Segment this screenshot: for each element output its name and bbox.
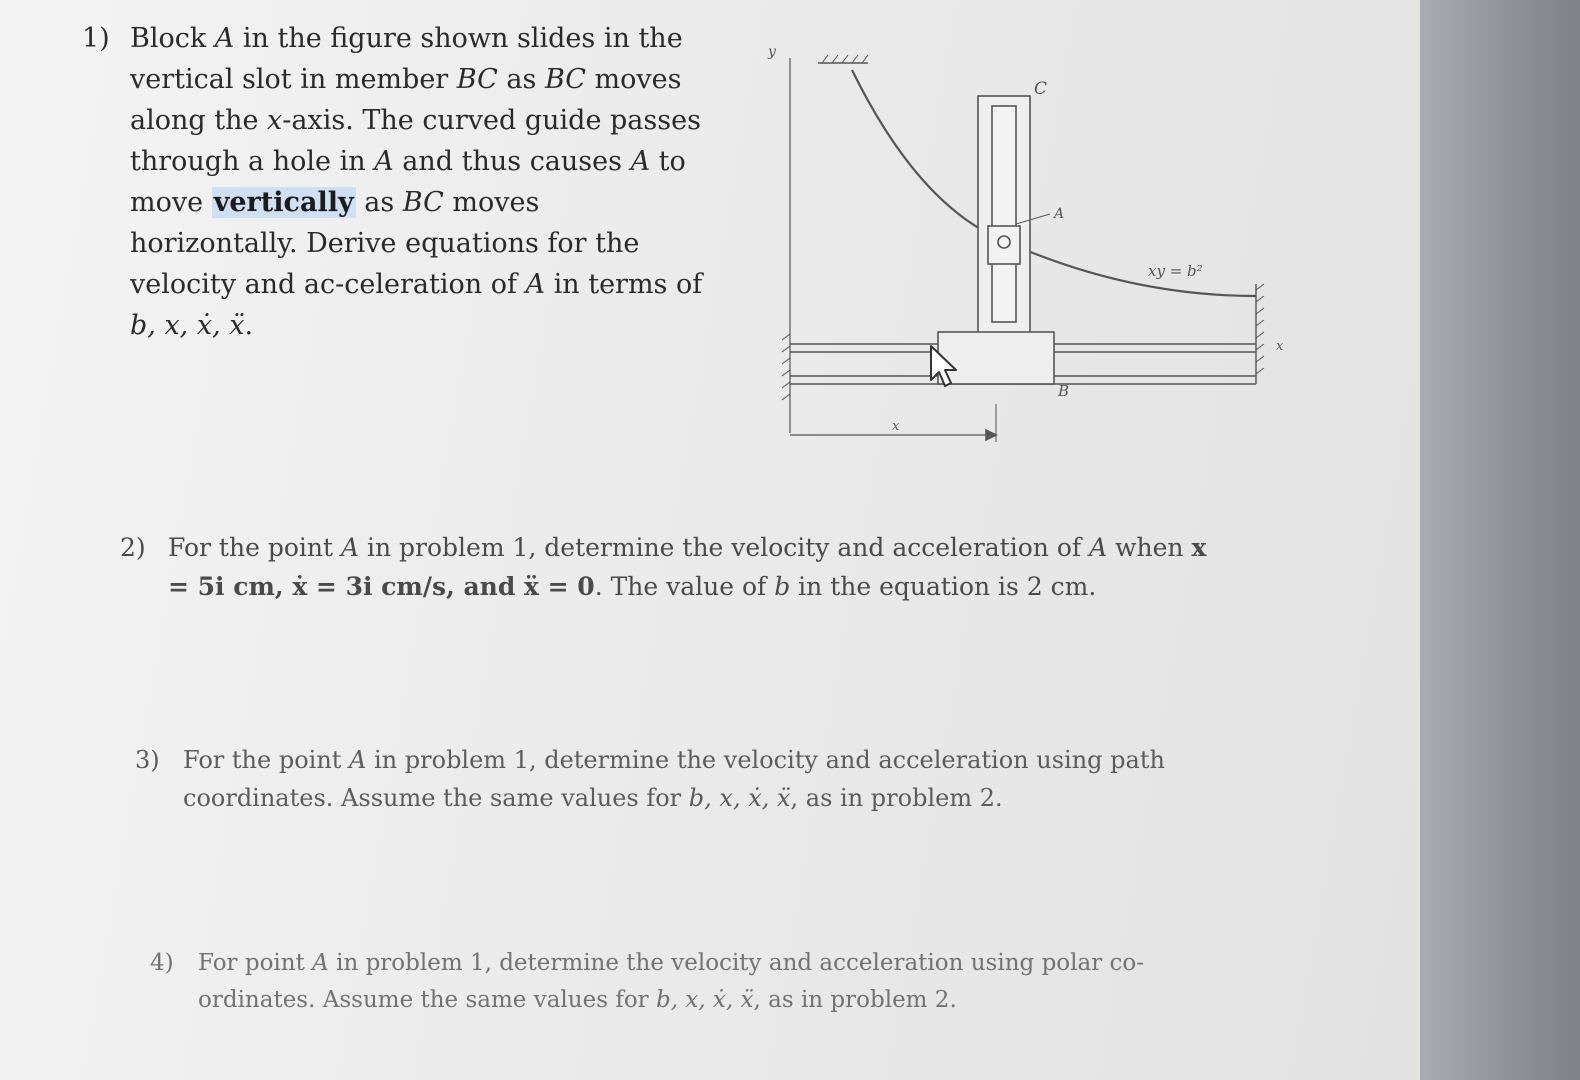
text-run: in problem 1, determine the velocity and acceleration using polar co-ordinates. Assume the same values for: [198, 950, 1145, 1013]
var-x: x: [267, 105, 283, 136]
text-run: in problem 1, determine the velocity and acceleration of: [359, 533, 1090, 562]
problem-4: [150, 945, 1220, 1019]
var-bc: BC: [544, 64, 586, 95]
problem-1-number: 1): [82, 23, 110, 54]
var-bc: BC: [402, 187, 444, 218]
text-run: in terms of: [545, 269, 703, 300]
text-run: moves horizontally. Derive equations for the velocity and ac-celeration of: [130, 187, 640, 300]
label-y: y: [768, 44, 776, 60]
given-conditions: x = 5i cm, ẋ = 3i cm/s, and ẍ = 0: [168, 533, 1207, 601]
text-run: . The value of: [594, 572, 775, 601]
text-run: moves along the: [130, 64, 682, 136]
problem-2-text: [168, 528, 1230, 606]
right-wall-hatch: [1256, 284, 1264, 374]
member-bc-slot: [992, 106, 1016, 322]
var-list: b, x, ẋ, ẍ: [688, 784, 791, 812]
text-run: in the equation is 2 cm.: [790, 572, 1097, 601]
ceiling-hatch: [822, 55, 868, 63]
text-run: For the point: [183, 746, 350, 774]
text-run: to move: [130, 146, 686, 218]
label-x-axis: x: [1276, 339, 1284, 354]
monitor-bezel: [1420, 0, 1580, 1080]
var-a: A: [312, 950, 329, 976]
problem-3: [135, 741, 1225, 817]
text-run: in the figure shown slides in the vertical slot in member: [130, 23, 683, 95]
mechanism-figure: [760, 38, 1300, 448]
label-x-dimension: x: [892, 419, 900, 434]
var-a: A: [374, 146, 394, 177]
problem-4-number: 4): [150, 950, 174, 976]
text-run: .: [244, 310, 254, 341]
label-b: B: [1058, 382, 1070, 400]
problem-1: [82, 18, 722, 346]
var-a: A: [349, 746, 367, 774]
problem-3-number: 3): [135, 746, 160, 774]
curved-guide-upper: [852, 70, 982, 230]
var-b: b: [774, 572, 791, 601]
var-a: A: [1089, 533, 1108, 562]
var-bc: BC: [456, 64, 498, 95]
var-a: A: [214, 23, 235, 54]
problem-4-text: [198, 945, 1220, 1019]
left-wall-hatch: [782, 334, 790, 400]
var-a: A: [340, 533, 360, 562]
text-run: , as in problem 2.: [790, 784, 1003, 812]
problem-2-number: 2): [120, 533, 146, 562]
curved-guide-lower: [1028, 251, 1256, 296]
block-a: [988, 226, 1020, 264]
text-run: Block: [130, 23, 215, 54]
text-run: For the point: [168, 533, 341, 562]
text-run: when: [1107, 533, 1192, 562]
var-list: b, x, ẋ, ẍ: [655, 987, 754, 1013]
label-a: A: [1054, 206, 1065, 222]
text-run: -axis. The curved guide passes through a hole in: [130, 105, 701, 177]
problem-2: [120, 528, 1230, 606]
mouse-pointer-icon: [928, 344, 960, 390]
var-a: A: [525, 269, 546, 300]
var-a: A: [630, 146, 651, 177]
text-run: , as in problem 2.: [753, 987, 957, 1013]
highlighted-word[interactable]: vertically: [213, 187, 354, 218]
text-run: For point: [198, 950, 313, 976]
text-run: in problem 1, determine the velocity and acceleration using path coordinates. Assume the same values for: [183, 746, 1165, 812]
problem-3-text: [183, 741, 1225, 817]
x-dimension-arrowhead: [986, 430, 996, 440]
text-run: as: [497, 64, 545, 95]
text-run: as: [355, 187, 403, 218]
problem-1-text: [130, 18, 710, 346]
label-c: C: [1034, 79, 1048, 99]
label-equation: xy = b²: [1148, 262, 1203, 280]
var-list: b, x, ẋ, ẍ: [130, 310, 245, 341]
text-run: and thus causes: [393, 146, 631, 177]
